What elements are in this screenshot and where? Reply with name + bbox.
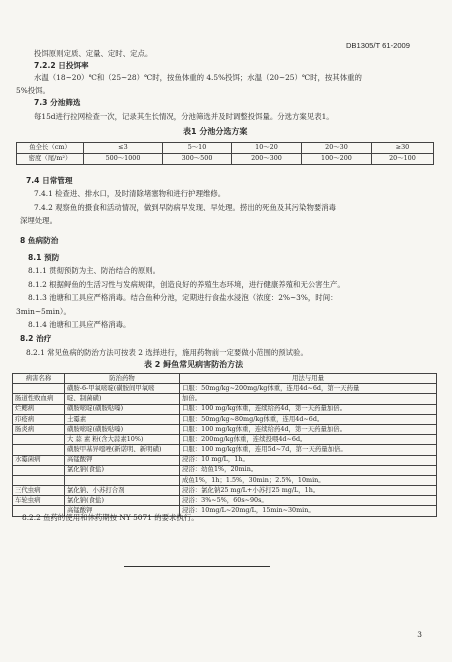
table2-cell: 氯化钠、小苏打合剂 [65,486,180,496]
paragraph-8-1-3-line1: 8.1.3 池塘和工具应严格消毒。结合鱼种分池，定期进行食盐水浸泡（浓度：2%~3%，时间： [28,293,338,302]
table2-cell: 高锰酸钾 [65,506,180,516]
table2-cell: 肠道性败血病 [13,394,65,404]
heading-7-2-2: 7.2.2 日投饵率 [34,61,89,70]
table2-header-cell: 防治药物 [65,374,180,384]
table2-cell: 啶、制菌磺) [65,394,180,404]
table2-row [13,465,437,475]
paragraph-7-2-2-line2: 5%投饵。 [16,86,50,95]
table1-cell: 鱼全长（cm） [17,143,84,154]
table2-cell: 土霉素 [65,414,180,424]
heading-7-3: 7.3 分池筛选 [34,98,81,107]
table2-cell: 浸浴：幼鱼1%，20min。 [180,465,437,475]
table2-row [13,496,437,506]
paragraph-8-1-1: 8.1.1 贯彻预防为主、防治结合的原则。 [28,266,161,275]
heading-8-1: 8.1 预防 [28,253,60,262]
paragraph-7-4-1: 7.4.1 检查进、排水口，及时清除堵塞物和进行护理维修。 [34,189,226,198]
paragraph-8-1-2: 8.1.2 根据鲟鱼的生活习性与发病规律，创造良好的养殖生态环境，进行健康养殖和无公害生产。 [28,280,345,289]
heading-8: 8 鱼病防治 [20,236,59,245]
table2-header-cell: 病害名称 [13,374,65,384]
table2-cell: 磺胺甲基异噁唑(新诺明、新明磺) [65,445,180,455]
table2-cell: 浸浴：10mg/L~20mg/L，15min~30min。 [180,506,437,516]
paragraph-7-4-2-line1: 7.4.2 观察鱼的摄食和活动情况，做到早防病早发现、早处理。捞出的死鱼及其污染物要消毒 [34,203,337,212]
table2-row [13,404,437,414]
table1-cell: ≤3 [84,143,163,154]
paragraph-7-2-2-line1: 水温（18~20）℃和（25~28）℃时，按鱼体重的 4.5%投饵；水温（20~25）℃时，按其体重的 [34,73,362,82]
table2-cell: 三代虫病 [13,486,65,496]
standard-code: DB1305/T 61-2009 [345,41,410,50]
table1-row [17,154,434,165]
table1-header-row [17,143,434,154]
table1-cell: 密度（尾/m²） [17,154,84,165]
table2-row [13,435,437,445]
table1 [16,142,434,165]
table1-cell: 20～100 [371,154,433,165]
heading-7-4: 7.4 日常管理 [26,176,73,185]
table2-cell: 氯化钠(食盐) [65,496,180,506]
heading-8-2: 8.2 治疗 [20,334,52,343]
table2-cell: 成鱼1%，1h；1.5%，30min；2.5%，10min。 [180,475,437,485]
table1-cell: 300～500 [163,154,232,165]
paragraph-8-1-4: 8.1.4 池塘和工具应严格消毒。 [28,320,131,329]
table2-cell: 加倍。 [180,394,437,404]
table2-row [13,486,437,496]
table2-row [13,414,437,424]
table2-cell: 浸浴：10 mg/L，1h。 [180,455,437,465]
table2-cell [13,465,65,475]
paragraph-8-1-3-line2: 3min~5min）。 [16,307,71,316]
table2-cell: 口服：50mg/kg~80mg/kg体重，连用4d~6d。 [180,414,437,424]
paragraph-8-2-2: 8.2.2 鱼药的使用和休药期按 NY 5071 的要求执行。 [22,513,199,522]
table2-cell: 大 蒜 素 粉(含大蒜素10%) [65,435,180,445]
paragraph-7-3: 每15d进行拉网检查一次，记录其生长情况，分池筛选并及时调整投饵量。分选方案见表1。 [34,112,334,121]
table2-header-cell: 用法与用量 [180,374,437,384]
continuation-text: 投饵原则定质、定量、定时、定点。 [34,49,153,58]
table1-caption: 表1 分池分选方案 [183,127,248,136]
table2-cell: 口服：100 mg/kg体重，连用5d~7d，第一天药量加倍。 [180,445,437,455]
table2-cell [65,475,180,485]
table2 [12,373,437,517]
table2-cell [13,475,65,485]
table2-caption: 表 2 鲟鱼常见病害防治方法 [144,360,244,369]
table1-cell: 500～1000 [84,154,163,165]
table2-row [13,455,437,465]
table2-cell [13,384,65,394]
table2-cell [13,445,65,455]
table2-cell: 口服：100 mg/kg体重，连续给药4d，第一天药量加倍。 [180,404,437,414]
table2-cell: 浸浴：3%~5%，60s~90s。 [180,496,437,506]
table1-cell: 10～20 [232,143,302,154]
table1-cell: 100～200 [301,154,371,165]
table2-cell: 磺胺嘧啶(磺胺哒嗪) [65,404,180,414]
table2-row [13,384,437,394]
table1-cell: ≥30 [371,143,433,154]
table2-cell: 口服：50mg/kg~200mg/kg体重，连用4d~6d，第一天药量 [180,384,437,394]
table1-cell: 200～300 [232,154,302,165]
table2-row [13,445,437,455]
paragraph-8-2-1: 8.2.1 常见鱼病的防治方法可按表 2 选择进行，施用药物前一定要做小范围的预试验。 [26,348,308,357]
paragraph-7-4-2-line2: 深埋处理。 [20,216,57,225]
table1-cell: 5～10 [163,143,232,154]
table2-cell: 磺胺-6-甲氧嘧啶(磺胺间甲氧嘧 [65,384,180,394]
table2-cell: 车轮虫病 [13,496,65,506]
page-number: 3 [417,630,422,639]
table2-row [13,394,437,404]
table2-cell: 磺胺嘧啶(磺胺哒嗪) [65,424,180,434]
table2-cell: 疖疮病 [13,414,65,424]
table2-cell: 水霉菌病 [13,455,65,465]
table2-row [13,475,437,485]
table2-cell: 口服：200mg/kg体重，连续投喂4d~6d。 [180,435,437,445]
end-rule [124,566,270,567]
table2-cell: 氯化钠(食盐) [65,465,180,475]
table2-cell: 烂鳃病 [13,404,65,414]
table2-cell [13,435,65,445]
table2-row [13,424,437,434]
table1-cell: 20～30 [301,143,371,154]
table2-header-row [13,374,437,384]
table2-cell: 浸浴：氯化钠25 mg/L+小苏打25 mg/L，1h。 [180,486,437,496]
table2-cell: 口服：100 mg/kg体重，连续给药4d，第一天药量加倍。 [180,424,437,434]
table2-cell: 肠炎病 [13,424,65,434]
table2-cell: 高锰酸钾 [65,455,180,465]
